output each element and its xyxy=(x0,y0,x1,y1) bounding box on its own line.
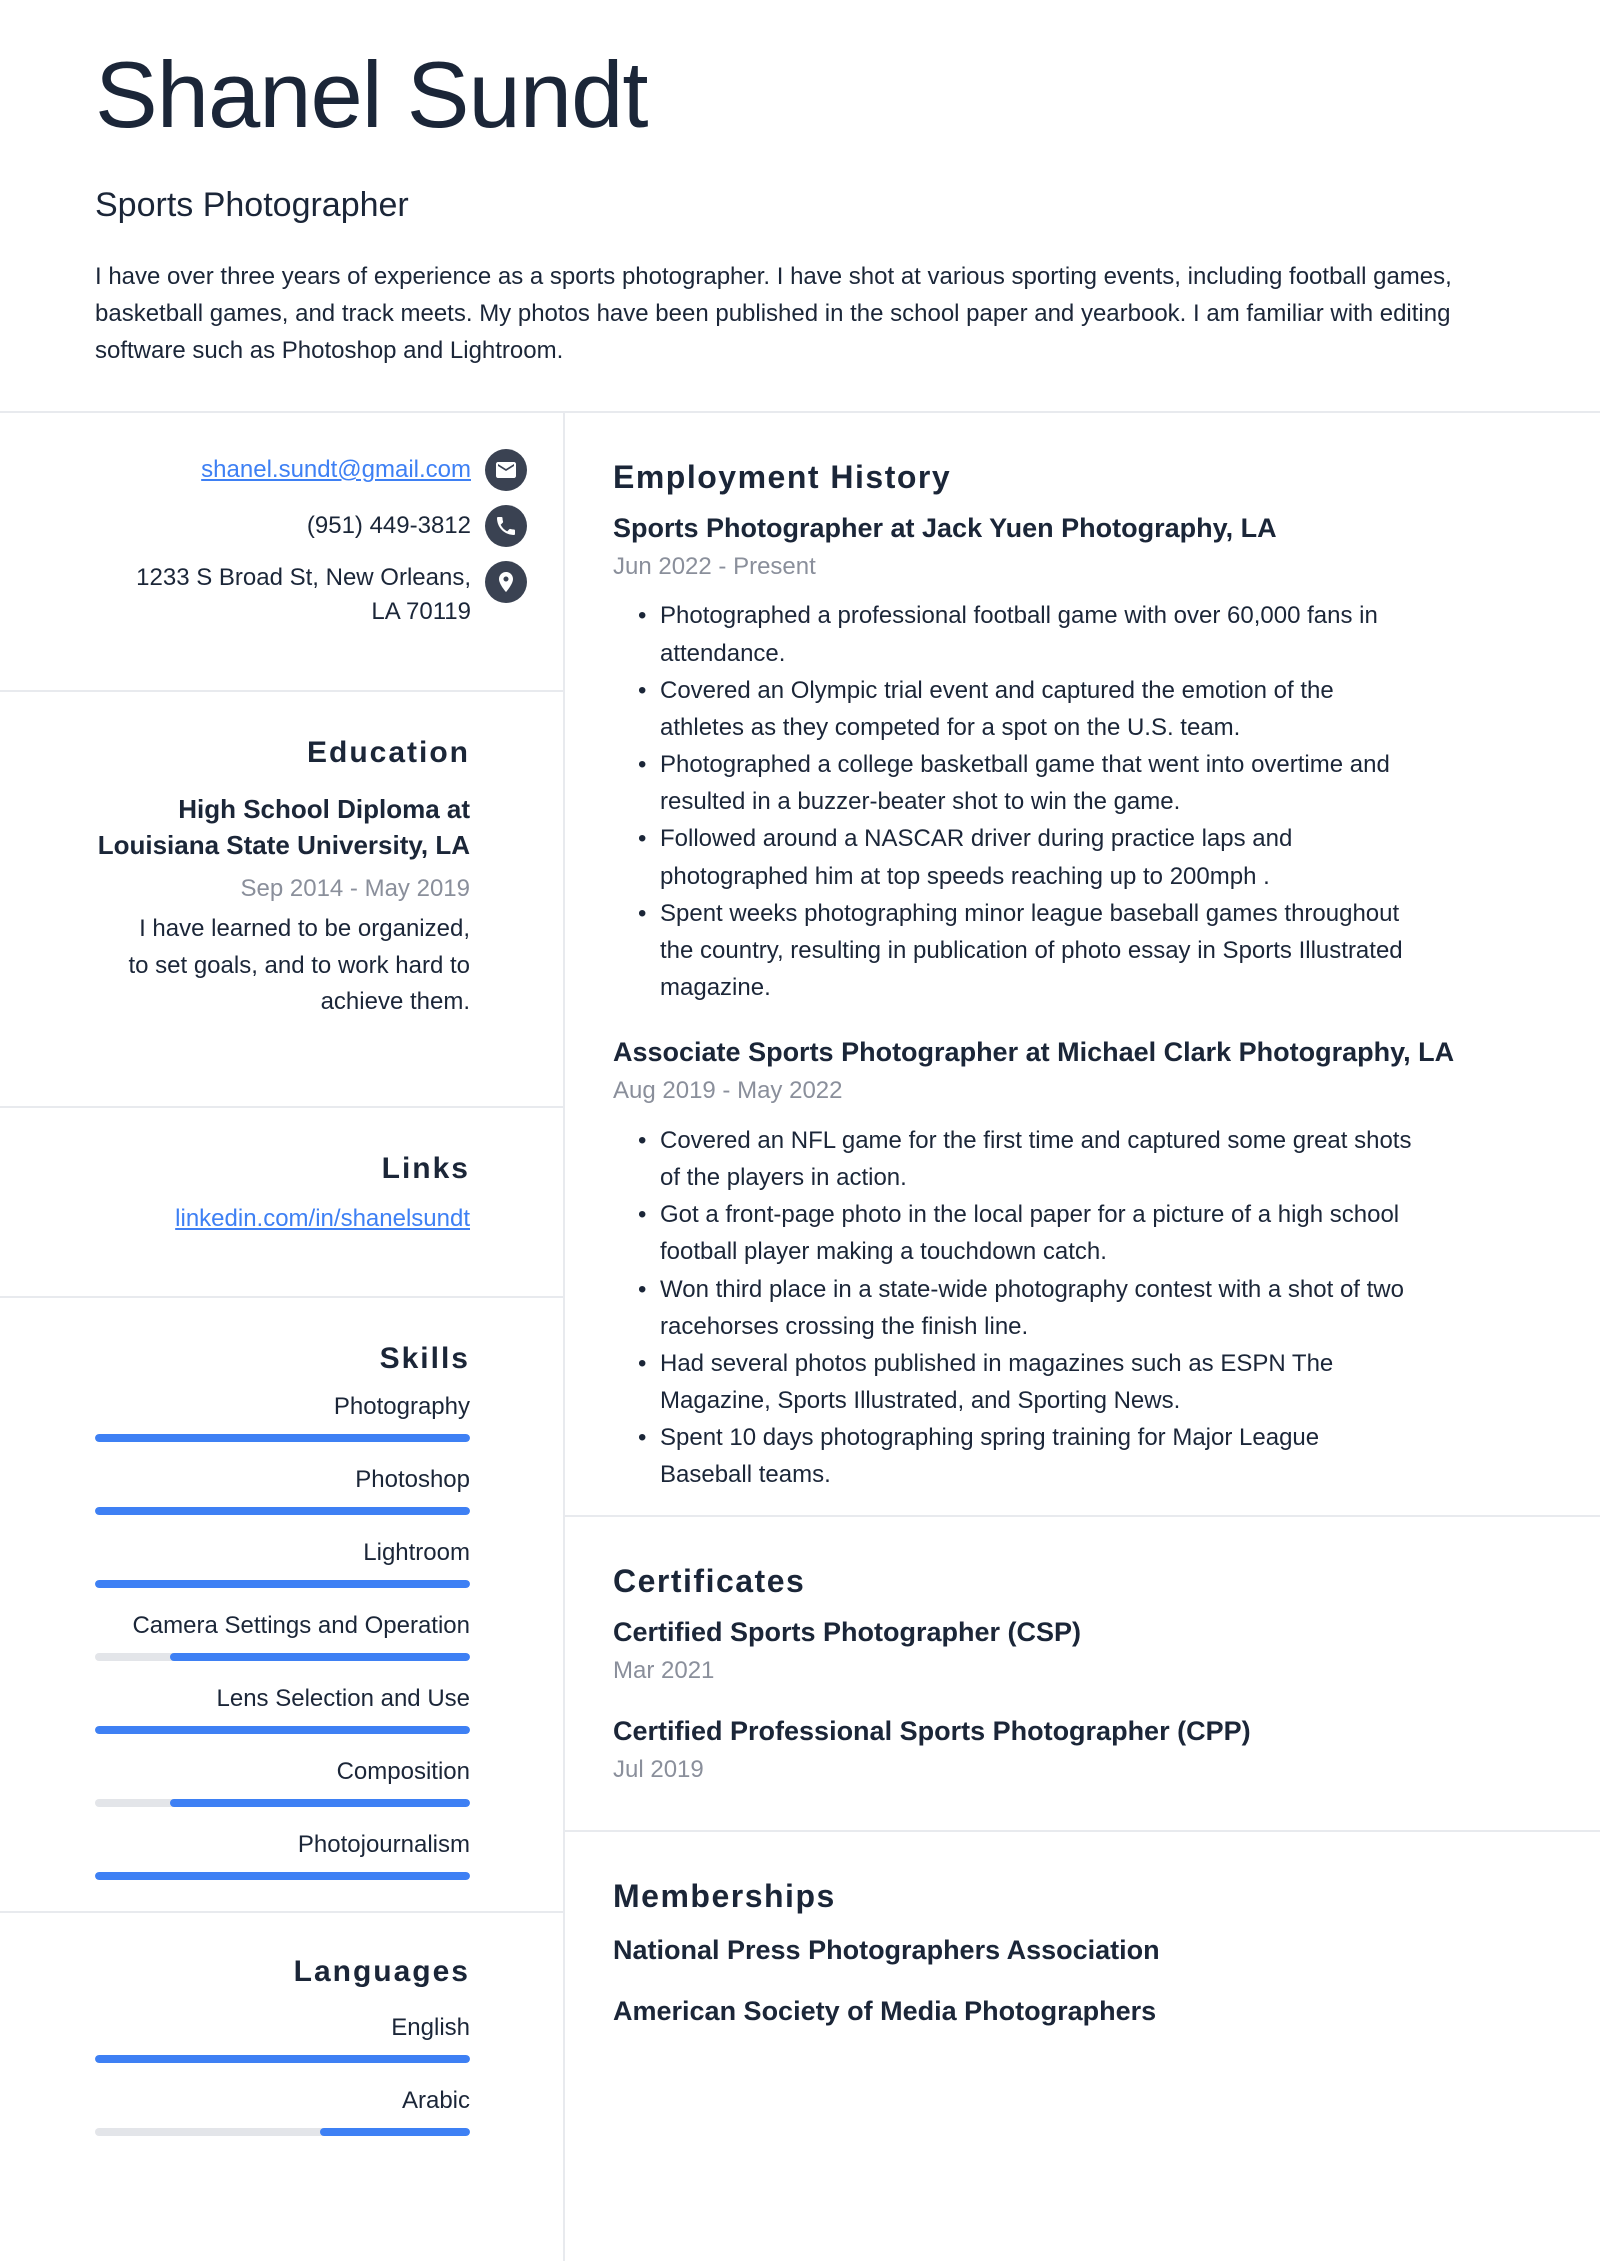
certificates-title: Certificates xyxy=(613,1563,806,1599)
bullet-item: • Spent weeks photographing minor league baseball games throughout the country, resulting in publication of photo essay in Sports Illustrated magazine. xyxy=(613,895,1413,1007)
skill-level-bar xyxy=(95,1434,470,1442)
bullet-item: • Photographed a college basketball game that went into overtime and resulted in a buzzer-beater shot to win the game. xyxy=(613,746,1413,820)
job-bullet-list xyxy=(613,597,1413,1006)
membership-item: National Press Photographers Association xyxy=(613,1935,1160,1965)
certificate-name: Certified Professional Sports Photographer (CPP) xyxy=(613,1716,1251,1747)
memberships-list xyxy=(613,1933,1544,2029)
certificate-date: Jul 2019 xyxy=(613,1756,704,1784)
skill-level-bar xyxy=(95,1507,470,1515)
languages-list xyxy=(95,2011,470,2136)
skill-level-fill xyxy=(95,1726,470,1734)
job-bullet-list xyxy=(613,1122,1413,1494)
language-label: Arabic xyxy=(401,2087,470,2114)
memberships-title: Memberships xyxy=(613,1878,836,1914)
skills-section xyxy=(0,1298,563,1913)
resume-header xyxy=(0,0,1600,413)
certificate-item xyxy=(613,1715,1544,1786)
bullet-item: • Had several photos published in magazines such as ESPN The Magazine, Sports Illustrated, and Sporting News. xyxy=(613,1345,1413,1419)
contact-phone-row xyxy=(95,505,527,547)
job-entry xyxy=(613,512,1544,1006)
memberships-section xyxy=(565,1832,1600,2261)
skill-label: Lightroom xyxy=(363,1539,470,1566)
languages-section xyxy=(0,1913,563,2261)
skill-item xyxy=(95,1828,470,1880)
education-dates: Sep 2014 - May 2019 xyxy=(240,874,470,902)
email-icon xyxy=(485,449,527,491)
skill-item xyxy=(95,1682,470,1734)
skill-item xyxy=(95,1390,470,1442)
skill-level-fill xyxy=(95,1872,470,1880)
bullet-item: • Covered an Olympic trial event and captured the emotion of the athletes as they competed for a spot on the U.S. team. xyxy=(613,672,1413,746)
skills-title: Skills xyxy=(379,1342,470,1375)
skill-label: Photography xyxy=(333,1393,470,1420)
linkedin-link[interactable]: linkedin.com/in/shanelsundt xyxy=(175,1205,470,1232)
job-title: Associate Sports Photographer at Michael Clark Photography, LA xyxy=(613,1037,1455,1068)
sidebar xyxy=(0,413,565,2261)
skill-level-bar xyxy=(95,1872,470,1880)
address-line-1: 1233 S Broad St, New Orleans, xyxy=(136,564,471,591)
skill-label: Photoshop xyxy=(355,1466,470,1493)
phone-number: (951) 449-3812 xyxy=(306,511,471,539)
skill-level-fill xyxy=(95,1507,470,1515)
skill-item xyxy=(95,1609,470,1661)
certificate-name: Certified Sports Photographer (CSP) xyxy=(613,1617,1082,1647)
certificates-list xyxy=(613,1616,1544,1787)
person-name: Shanel Sundt xyxy=(95,42,648,147)
membership-item: American Society of Media Photographers xyxy=(613,1996,1157,2027)
skill-label: Photojournalism xyxy=(297,1831,470,1858)
skill-level-fill xyxy=(95,1580,470,1588)
education-description: I have learned to be organized, to set goals, and to work hard to achieve them. xyxy=(128,915,470,1016)
email-link[interactable]: shanel.sundt@gmail.com xyxy=(201,455,471,483)
links-title: Links xyxy=(381,1152,470,1185)
skill-item xyxy=(95,1755,470,1807)
bullet-item: • Won third place in a state-wide photography contest with a shot of two racehorses crossing the finish line. xyxy=(613,1271,1413,1345)
employment-section xyxy=(565,413,1600,1517)
job-dates: Aug 2019 - May 2022 xyxy=(613,1077,843,1105)
skills-list xyxy=(95,1390,470,1880)
skill-level-fill xyxy=(95,1434,470,1442)
language-level-bar xyxy=(95,2128,470,2136)
postal-address xyxy=(136,561,471,629)
education-title: Education xyxy=(306,736,470,769)
skill-level-bar xyxy=(95,1726,470,1734)
address-line-2: LA 70119 xyxy=(371,598,471,626)
main-column xyxy=(565,413,1600,2261)
bullet-item: • Photographed a professional football game with over 60,000 fans in attendance. xyxy=(613,597,1413,671)
contact-section xyxy=(0,413,563,692)
bullet-item: • Followed around a NASCAR driver during practice laps and photographed him at top speeds reaching up to 200mph . xyxy=(613,820,1413,894)
person-job-title: Sports Photographer xyxy=(95,186,409,224)
skill-item xyxy=(95,1536,470,1588)
bullet-item: • Covered an NFL game for the first time and captured some great shots of the players in action. xyxy=(613,1122,1413,1196)
skill-label: Camera Settings and Operation xyxy=(132,1612,470,1639)
skill-level-fill xyxy=(170,1653,470,1661)
resume-body xyxy=(0,413,1600,2261)
bullet-item: • Spent 10 days photographing spring training for Major League Baseball teams. xyxy=(613,1419,1413,1493)
skill-label: Composition xyxy=(336,1758,470,1785)
certificate-date: Mar 2021 xyxy=(613,1656,715,1684)
language-level-fill xyxy=(320,2128,470,2136)
skill-level-fill xyxy=(170,1799,470,1807)
contact-email-row xyxy=(95,449,527,491)
bullet-item: • Got a front-page photo in the local paper for a picture of a high school football player making a touchdown catch. xyxy=(613,1196,1413,1270)
skill-level-bar xyxy=(95,1580,470,1588)
job-entry xyxy=(613,1036,1544,1493)
language-level-bar xyxy=(95,2055,470,2063)
skill-level-bar xyxy=(95,1799,470,1807)
phone-icon xyxy=(485,505,527,547)
links-section xyxy=(0,1108,563,1298)
education-section xyxy=(0,692,563,1108)
employment-title: Employment History xyxy=(613,459,952,495)
contact-address-row xyxy=(95,561,527,629)
language-item xyxy=(95,2084,470,2136)
location-pin-icon xyxy=(485,561,527,603)
skill-level-bar xyxy=(95,1653,470,1661)
language-label: English xyxy=(391,2014,470,2041)
certificate-item xyxy=(613,1616,1544,1687)
language-item xyxy=(95,2011,470,2063)
language-level-fill xyxy=(95,2055,470,2063)
education-degree: High School Diploma at Louisiana State University, LA xyxy=(97,794,470,860)
skill-item xyxy=(95,1463,470,1515)
skill-label: Lens Selection and Use xyxy=(216,1685,470,1712)
job-title: Sports Photographer at Jack Yuen Photography, LA xyxy=(613,513,1277,543)
languages-title: Languages xyxy=(293,1955,470,1988)
certificates-section xyxy=(565,1517,1600,1832)
job-dates: Jun 2022 - Present xyxy=(613,552,816,580)
profile-summary: I have over three years of experience as a sports photographer. I have shot at various sporting events, including football games, basketball games, and track meets. My photos have been published in the school paper and yearbook. I am familiar with editing software such as Photoshop and Lightroom. xyxy=(95,263,1452,365)
